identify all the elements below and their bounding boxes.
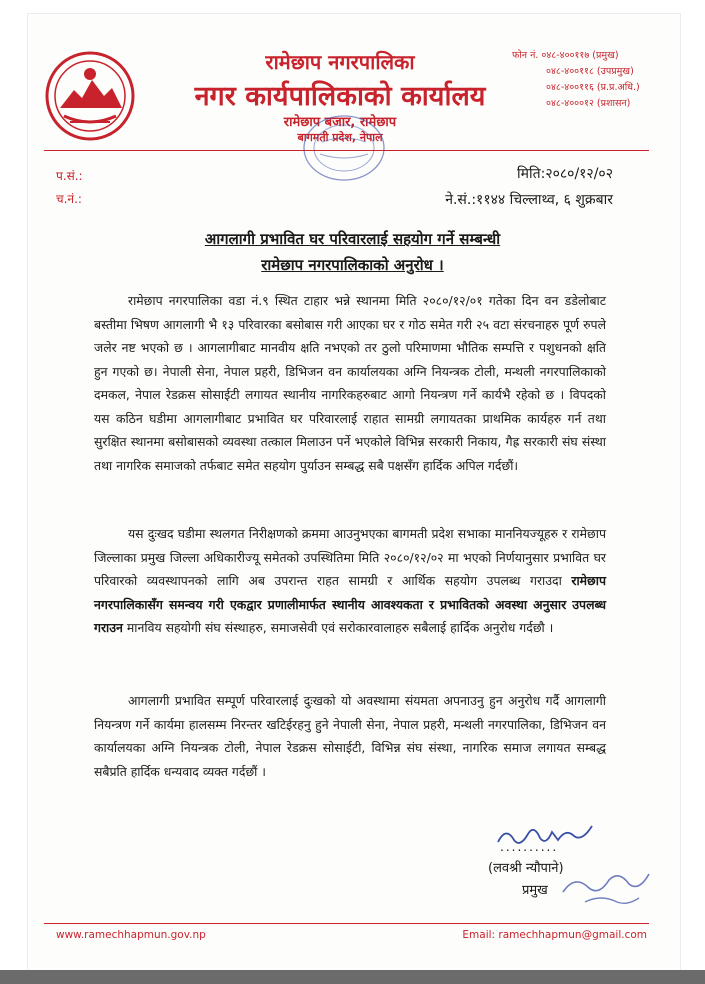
scan-bottom-edge bbox=[0, 970, 705, 984]
paragraph-incident: रामेछाप नगरपालिका वडा नं.९ स्थित टाहार भन्ने स्थानमा मिति २०८०/१२/०१ गतेका दिन वन डडेलोबाट बस्तीमा भिषण आगलागी भै १३ परिवारका बसोबास गरी आएका घर र गोठ समेत गरी २५ वटा संरचनाहरु पूर्ण रुपले जलेर नष्ट भएको छ । आगलागीबाट मानवीय क्षति नभएको तर ठुलो परिमाणमा भौतिक सम्पत्ति र पशुधनको क्षति हुन गएको छ। नेपाली सेना, नेपाल प्रहरी, डिभिजन वन कार्यालयका अग्नि नियन्त्रक टोली, मन्थली नगरपालिकाको दमकल, नेपाल रेडक्रस सोसाईटी लगायत स्थानीय नागरिकहरुबाट आगो नियन्त्रण गर्ने कार्यभै रहेको छ । विपदको यस कठिन घडीमा आगलागीबाट प्रभावित घर परिवारलाई राहात सामग्री लगायतका प्राथमिक कार्यहरु गर्न तथा सुरक्षित स्थानमा बसोबासको व्यवस्था तत्काल मिलाउन पर्ने भएकोले विभिन्न सरकारी निकाय, गैह्र सरकारी संघ संस्था तथा नागरिक समाजको तर्फबाट समेत सहयोग पुर्याउन सम्बद्ध सबै पक्षसँग हार्दिक अपिल गर्दछौं। bbox=[94, 293, 606, 473]
phone-line: ०४८-४००११६ (प्र.प्र.अधि.) bbox=[546, 82, 640, 93]
phone-line: ०४८-४०००१२ (प्रशासन) bbox=[546, 98, 631, 109]
letterhead-municipality-name: रामेछाप नगरपालिका bbox=[265, 50, 415, 74]
nepal-sambat-date: ने.सं.:११४४ चिल्लाथ्व, ६ शुक्रबार bbox=[445, 192, 613, 208]
phone-line: फोन नं. ०४८-४००११७ (प्रमुख) bbox=[512, 50, 619, 61]
reference-number-label: प.सं.: bbox=[56, 169, 83, 183]
phone-list bbox=[512, 48, 640, 112]
paragraph-request bbox=[94, 522, 606, 640]
subject-line-1 bbox=[120, 226, 585, 252]
signature-dots: .......... bbox=[500, 840, 559, 854]
subject-text: आगलागी प्रभावित घर परिवारलाई सहयोग गर्ने सम्बन्धी bbox=[204, 230, 501, 248]
paragraph-text: यस दुःखद घडीमा स्थलगत निरीक्षणको क्रममा आउनुभएका बागमती प्रदेश सभाका माननियज्यूहरु र रामेछाप जिल्लाका प्रमुख जिल्ला अधिकारीज्यू समेतको उपस्थितिमा मिति २०८०/१२/०२ मा भएको निर्णयानुसार प्रभावित घर परिवारको व्यवस्थापनको लागि अब उपरान्त राहत सामग्री र आर्थिक सहयोग उपलब्ध गराउदा bbox=[94, 526, 606, 588]
phone-line: ०४८-४००११८ (उपप्रमुख) bbox=[546, 66, 634, 77]
paragraph-thanks: आगलागी प्रभावित सम्पूर्ण परिवारलाई दुःखको यो अवस्थामा संयमता अपनाउनु हुन अनुरोध गर्दै आगलागी नियन्त्रण गर्ने कार्यमा हालसम्म निरन्तर खटिईरहनु हुने नेपाली सेना, नेपाल प्रहरी, मन्थली नगरपालिका, डिभिजन वन कार्यालयका अग्नि नियन्त्रक टोली, नेपाल रेडक्रस सोसाईटी, विभिन्न संघ संस्था, नागरिक समाज लगायत सम्बद्ध सबैप्रति हार्दिक धन्यवाद व्यक्त गर्दछौं । bbox=[94, 693, 606, 779]
letter-date: मिति:२०८०/१२/०२ bbox=[517, 166, 613, 182]
handwritten-name-stamp bbox=[555, 862, 655, 906]
office-stamp-icon bbox=[300, 112, 388, 184]
footer-email: Email: ramechhapmun@gmail.com bbox=[462, 929, 647, 941]
subject-line-2 bbox=[120, 252, 585, 278]
letterhead-office-name: नगर कार्यपालिकाको कार्यालय bbox=[194, 81, 486, 112]
dispatch-number-label: च.नं.: bbox=[56, 192, 82, 206]
paragraph-text: मानविय सहयोगी संघ संस्थाहरु, समाजसेवी एवं सरोकारवालाहरु सबैलाई हार्दिक अनुरोध गर्दछौ । bbox=[122, 620, 554, 635]
paragraph-emphasis: रामेछाप नगरपालिकासँग समन्वय गरी एकद्वार प्रणालीमार्फत स्थानीय आवश्यकता र प्रभावितको अवस्था अनुसार उपलब्ध गराउन bbox=[94, 573, 606, 635]
footer-website: www.ramechhapmun.gov.np bbox=[56, 929, 206, 941]
footer-divider bbox=[44, 923, 649, 924]
signatory-name: (लवश्री न्यौपाने) bbox=[488, 861, 564, 876]
letterhead-province: बागमती प्रदेश, नेपाल bbox=[297, 131, 383, 144]
signatory-role: प्रमुख bbox=[522, 883, 548, 898]
subject-text: रामेछाप नगरपालिकाको अनुरोध । bbox=[261, 256, 444, 274]
municipality-emblem-icon bbox=[44, 50, 136, 142]
letterhead-address: रामेछाप बजार, रामेछाप bbox=[283, 115, 397, 130]
header-divider bbox=[44, 150, 649, 151]
